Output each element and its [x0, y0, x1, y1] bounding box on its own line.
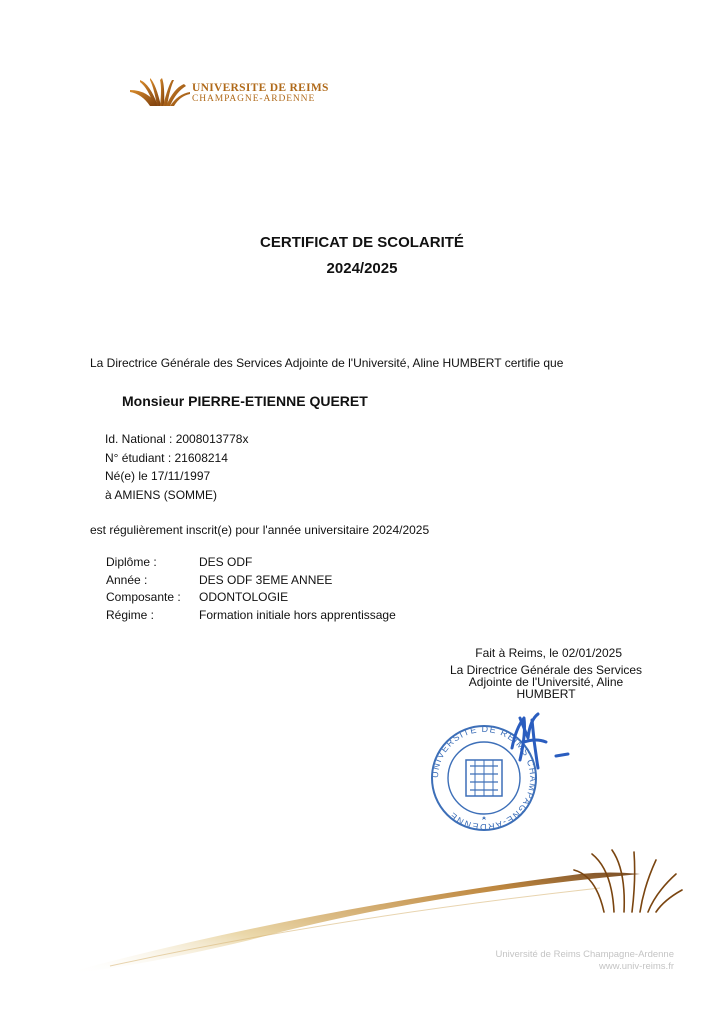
detail-label: Régime :: [106, 607, 155, 622]
detail-value: DES ODF 3EME ANNEE: [199, 572, 333, 587]
detail-value: ODONTOLOGIE: [199, 590, 289, 604]
signatory-line-2: Adjointe de l'Université, Aline: [468, 675, 624, 689]
national-id: Id. National : 2008013778x: [105, 432, 249, 446]
signatory-line-3: HUMBERT: [516, 687, 576, 701]
signatory-title: [422, 664, 670, 700]
birth-date: Né(e) le 17/11/1997: [105, 469, 211, 484]
university-logo: [128, 76, 338, 110]
official-stamp: [420, 708, 602, 838]
university-emblem-icon: [128, 76, 192, 110]
detail-label: Diplôme :: [106, 555, 157, 569]
student-number: N° étudiant : 21608214: [105, 450, 228, 465]
stamp-seal-icon: [430, 724, 538, 832]
place-date: Fait à Reims, le 02/01/2025: [475, 646, 622, 660]
footer-website: www.univ-reims.fr: [599, 961, 674, 972]
logo-university-region: CHAMPAGNE-ARDENNE: [192, 94, 316, 104]
footer-university: Université de Reims Champagne-Ardenne: [495, 949, 674, 960]
birth-place: à AMIENS (SOMME): [105, 487, 218, 502]
signatory-line-1: La Directrice Générale des Services: [449, 663, 643, 677]
enrollment-text: est régulièrement inscrit(e) pour l'année universitaire 2024/2025: [90, 523, 430, 537]
stamp-text: UNIVERSITE DE REIMS CHAMPAGNE-ARDENNE: [429, 723, 539, 833]
logo-university-name: UNIVERSITE DE REIMS: [192, 82, 329, 94]
certificate-year: 2024/2025: [326, 260, 398, 277]
detail-value: Formation initiale hors apprentissage: [199, 607, 396, 622]
certificate-title: CERTIFICAT DE SCOLARITÉ: [260, 234, 464, 251]
signature-block: [422, 646, 674, 700]
detail-label: Année :: [106, 572, 148, 587]
detail-value: DES ODF: [199, 555, 253, 569]
student-identity: [105, 432, 248, 506]
student-name: Monsieur PIERRE-ETIENNE QUERET: [122, 393, 368, 409]
detail-label: Composante :: [106, 590, 181, 604]
intro-text: La Directrice Générale des Services Adjointe de l'Université, Aline HUMBERT certifie que: [90, 356, 564, 370]
